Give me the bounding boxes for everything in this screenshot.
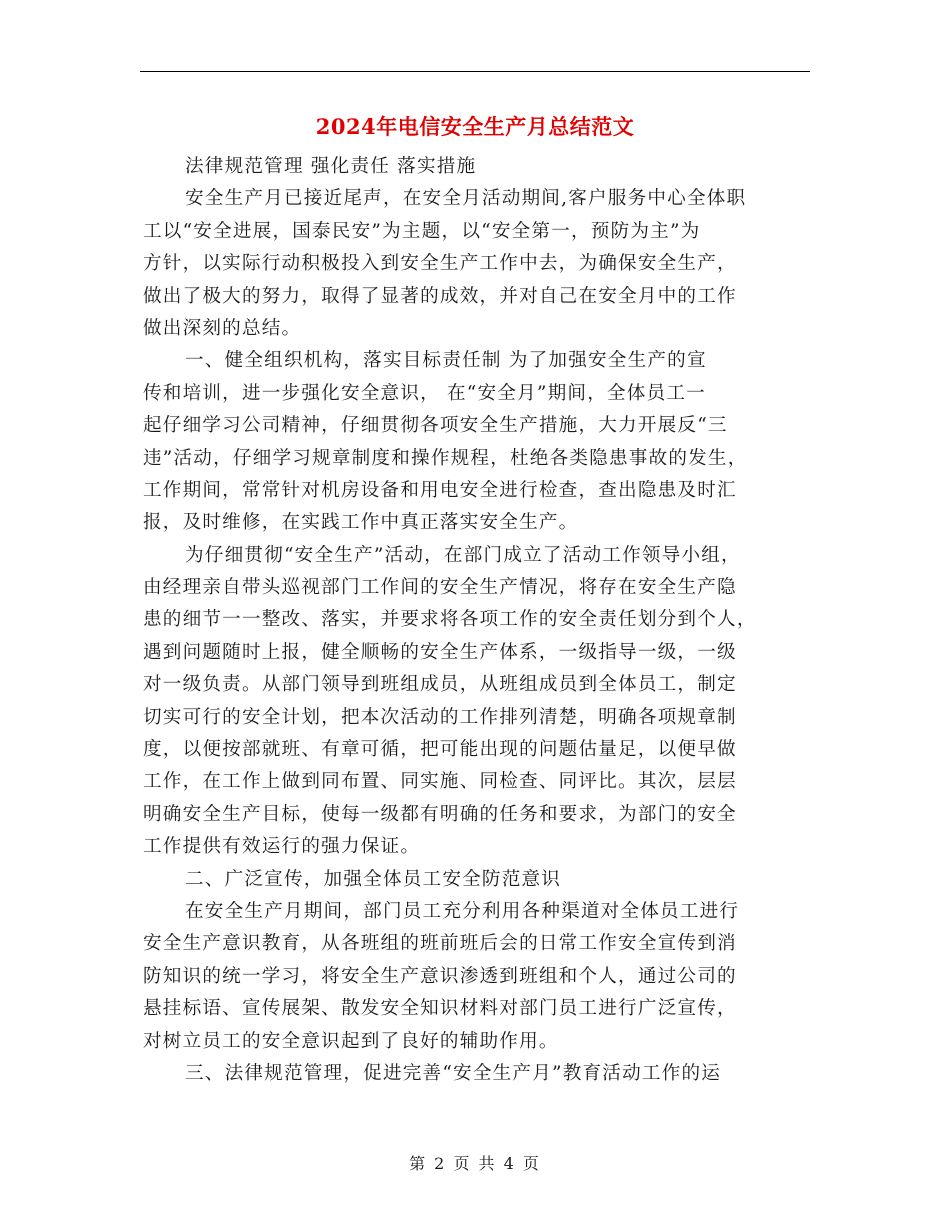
body-text-line: 对树立员工的安全意识起到了良好的辅助作用。 (143, 1030, 559, 1052)
body-text-line: 三、法律规范管理，促进完善“安全生产月”教育活动工作的运 (185, 1062, 722, 1084)
body-text-line: 为仔细贯彻“安全生产”活动，在部门成立了活动工作领导小组， (185, 544, 741, 566)
page-footer: 第 2 页 共 4 页 (409, 1154, 541, 1173)
body-text-line: 工作，在工作上做到同布置、同实施、同检查、同评比。其次，层层 (143, 771, 737, 793)
body-text-line: 防知识的统一学习，将安全生产意识渗透到班组和个人，通过公司的 (143, 965, 737, 987)
document-title: 2024年电信安全生产月总结范文 (315, 114, 635, 139)
body-text-line: 度，以便按部就班、有章可循，把可能出现的问题估量足，以便早做 (143, 739, 737, 761)
body-text-line: 遇到问题随时上报，健全顺畅的安全生产体系，一级指导一级，一级 (143, 641, 737, 663)
body-text-line: 悬挂标语、宣传展架、散发安全知识材料对部门员工进行广泛宣传， (143, 998, 737, 1020)
body-text-line: 做出深刻的总结。 (143, 317, 302, 339)
body-text-line: 明确安全生产目标，使每一级都有明确的任务和要求，为部门的安全 (143, 803, 737, 825)
body-text-line: 传和培训，进一步强化安全意识， 在“安全月”期间，全体员工一 (143, 382, 706, 404)
body-text-line: 患的细节一一整改、落实，并要求将各项工作的安全责任划分到个人， (143, 609, 757, 631)
body-text-line: 法律规范管理 强化责任 落实措施 (185, 156, 477, 177)
body-text-line: 报，及时维修，在实践工作中真正落实安全生产。 (143, 512, 579, 534)
body-text-line: 一、健全组织机构，落实目标责任制 为了加强安全生产的宣 (185, 350, 707, 372)
body-text-line: 起仔细学习公司精神，仔细贯彻各项安全生产措施，大力开展反“三 (143, 415, 728, 437)
body-text-line: 对一级负责。从部门领导到班组成员，从班组成员到全体员工，制定 (143, 674, 737, 696)
body-text-line: 工作提供有效运行的强力保证。 (143, 836, 421, 858)
header-rule (140, 71, 810, 72)
body-text-line: 安全生产意识教育，从各班组的班前班后会的日常工作安全宣传到消 (143, 933, 737, 955)
body-text-line: 方针，以实际行动积极投入到安全生产工作中去，为确保安全生产， (143, 253, 737, 275)
body-text-line: 由经理亲自带头巡视部门工作间的安全生产情况，将存在安全生产隐 (143, 577, 737, 599)
body-text-line: 做出了极大的努力，取得了显著的成效，并对自己在安全月中的工作 (143, 285, 737, 307)
body-text-line: 安全生产月已接近尾声，在安全月活动期间,客户服务中心全体职 (185, 188, 747, 210)
body-text-line: 工作期间，常常针对机房设备和用电安全进行检查，查出隐患及时汇 (143, 479, 737, 501)
body-text-line: 在安全生产月期间，部门员工充分利用各种渠道对全体员工进行 (185, 900, 740, 922)
body-text-line: 二、广泛宣传，加强全体员工安全防范意识 (185, 868, 562, 890)
document-body (143, 151, 795, 1090)
body-text-line: 违”活动，仔细学习规章制度和操作规程，杜绝各类隐患事故的发生， (143, 447, 748, 469)
body-text-line: 切实可行的安全计划，把本次活动的工作排列清楚，明确各项规章制 (143, 706, 737, 728)
body-text-line: 工以“安全进展，国泰民安”为主题，以“安全第一，预防为主”为 (143, 220, 701, 242)
